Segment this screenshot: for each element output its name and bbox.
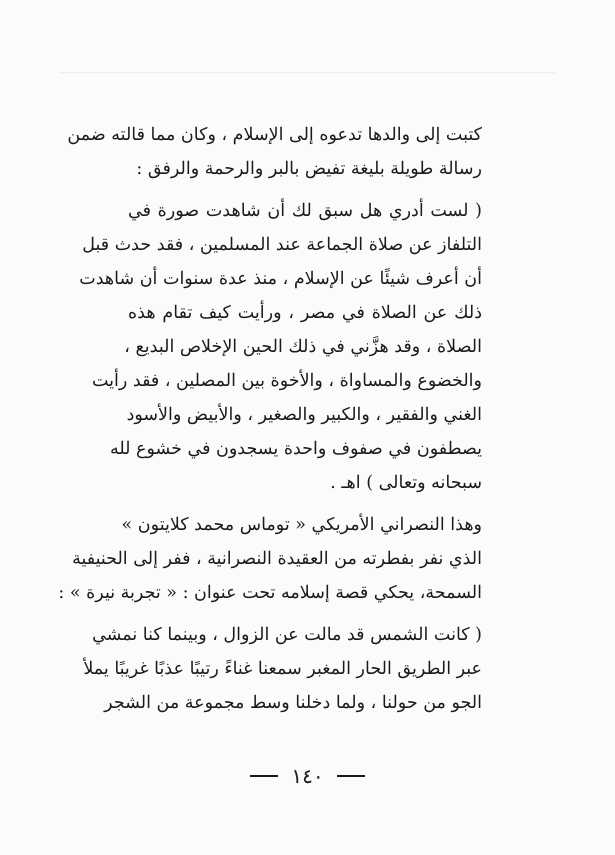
text-line: ( لست أدري هل سبق لك أن شاهدت صورة في [128,201,482,221]
page-number: ١٤٠ [291,764,324,788]
page-body [58,118,482,720]
text-line: الغني والفقير ، والكبير والصغير ، والأبيض والأسود [126,405,482,425]
text-line: السمحة، يحكي قصة إسلامه تحت عنوان : « تجربة نيرة » : [58,583,482,603]
text-line: أن أعرف شيئًا عن الإسلام ، منذ عدة سنوات أن شاهدت [79,269,482,289]
footer-dash-right [337,775,365,777]
paragraph-2 [79,194,482,500]
footer-dash-left [250,775,278,777]
text-line: الذي نفر بفطرته من العقيدة النصرانية ، ففر إلى الحنيفية [72,549,482,569]
text-line: عبر الطريق الحار المغبر سمعنا غناءً رتيبًا عذبًا غريبًا يملأ [83,659,482,679]
text-line: الصلاة ، وقد هزَّني في ذلك الحين الإخلاص البديع ، [124,337,482,357]
text-line: يصطفون في صفوف واحدة يسجدون في خشوع لله [109,439,482,459]
text-line: ( كانت الشمس قد مالت عن الزوال ، وبينما كنا نمشي [92,625,482,645]
paragraph-3 [58,508,482,610]
text-line: والخضوع والمساواة ، والأخوة بين المصلين ، فقد رأيت [91,371,482,391]
paragraph-1 [67,118,482,186]
text-line: التلفاز عن صلاة الجماعة عند المسلمين ، فقد حدث قبل [82,235,482,255]
text-line: كتبت إلى والدها تدعوه إلى الإسلام ، وكان مما قالته ضمن [67,125,482,145]
text-line: سبحانه وتعالى ) اهـ . [330,473,482,493]
text-line: رسالة طويلة بليغة تفيض بالبر والرحمة والرفق : [136,159,482,179]
scan-shadow-line [60,72,555,73]
text-line: وهذا النصراني الأمريكي « توماس محمد كلايتون » [121,515,482,535]
text-line: الجو من حولنا ، ولما دخلنا وسط مجموعة من الشجر [104,693,482,713]
paragraph-4 [83,618,482,720]
page-footer [0,764,615,788]
text-line: ذلك عن الصلاة في مصر ، ورأيت كيف تقام هذه [128,303,482,323]
